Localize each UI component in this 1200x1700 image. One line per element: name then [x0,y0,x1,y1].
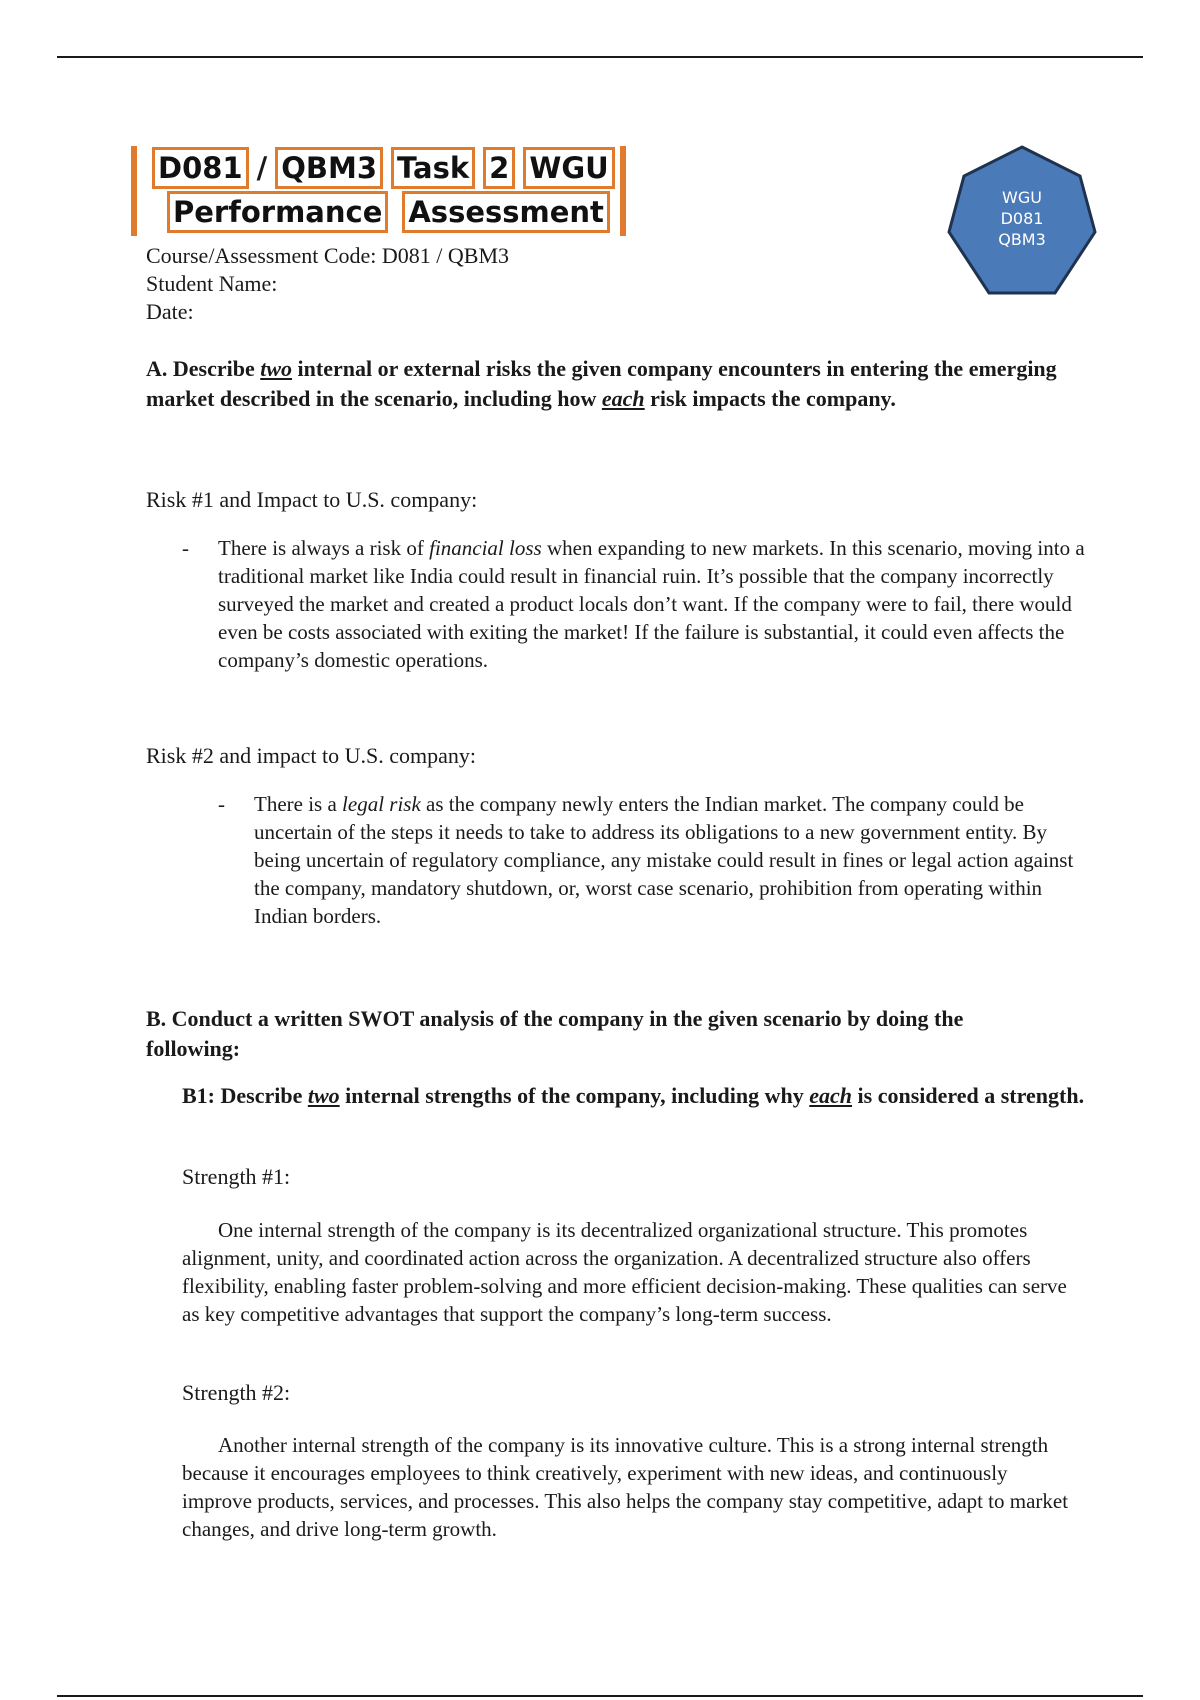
risk-1-label: Risk #1 and Impact to U.S. company: [146,487,478,512]
text: internal strengths of the company, including why [339,1083,810,1108]
title-word: D081 [152,147,249,189]
risk-2-label: Risk #2 and impact to U.S. company: [146,743,476,768]
title-word: WGU [523,147,614,189]
badge-line: D081 [1000,209,1044,228]
strength-1-text: One internal strength of the company is its decentralized organizational structure. This promotes alignment, unity, and coordinated action across the organization. A decentralized structure also offers flexibility, enabling faster problem-solving and more efficient decision-making. These qualities can serve as key competitive advantages that support the company’s long-term success. [182,1218,1067,1326]
emphasis: legal risk [342,792,421,816]
title-word: 2 [483,147,515,189]
strength-2-label: Strength #2: [182,1380,291,1405]
text: is considered a strength. [852,1083,1085,1108]
document-meta [146,242,509,326]
top-rule [57,56,1143,58]
bullet-dash: - [182,536,189,560]
text: A. Describe [146,356,261,381]
title-accent-bar-left [131,146,137,236]
title-line-2 [152,190,622,234]
strength-1-label: Strength #1: [182,1164,291,1189]
emphasis: each [809,1083,853,1108]
title-word: Performance [167,191,388,233]
emphasis: financial loss [429,536,542,560]
student-name: Student Name: [146,271,278,296]
section-b-heading: B. Conduct a written SWOT analysis of the company in the given scenario by doing the following: [146,1006,964,1061]
title-slash: / [256,151,268,185]
text: risk impacts the company. [644,386,896,411]
text: as the company newly enters the Indian market. The company could be uncertain of the steps it needs to take to address its obligations to a new government entity. By being uncertain of regulatory compliance, any mistake could result in fines or legal action against the company, mandatory shutdown, or, worst case scenario, prohibition from operating within Indian borders. [254,792,1074,928]
bottom-rule [57,1695,1143,1697]
heptagon-badge [947,145,1097,295]
badge-line: QBM3 [998,230,1046,249]
text: B1: Describe [182,1083,308,1108]
section-a-heading [146,354,1066,414]
badge-label [947,187,1097,250]
title-line-1 [152,146,622,190]
text: internal or external risks the given company encounters in entering the emerging market described in the scenario, including how [146,356,1057,411]
title-word: Assessment [402,191,610,233]
course-code: Course/Assessment Code: D081 / QBM3 [146,243,509,268]
risk-1-text [218,534,1098,674]
emphasis: two [260,356,293,381]
emphasis: each [601,386,645,411]
strength-2-text: Another internal strength of the company is its innovative culture. This is a strong internal strength because it encourages employees to think creatively, experiment with new ideas, and continuously improve products, services, and processes. This also helps the company stay competitive, adapt to market changes, and drive long-term growth. [182,1433,1069,1541]
risk-2-text [254,790,1074,930]
text: There is always a risk of [218,536,430,560]
page-title [152,146,622,234]
emphasis: two [307,1083,340,1108]
date-field: Date: [146,299,194,324]
badge-line: WGU [1002,188,1042,207]
text: when expanding to new markets. In this scenario, moving into a traditional market like India could result in financial ruin. It’s possible that the company incorrectly surveyed the market and created a product locals don’t want. If the company were to fail, there would even be costs associated with exiting the market! If the failure is substantial, it could even affects the company’s domestic operations. [218,536,1085,672]
section-b1-heading [182,1081,1092,1110]
title-word: QBM3 [275,147,383,189]
text: There is a [254,792,343,816]
bullet-dash: - [218,792,225,816]
title-word: Task [391,147,475,189]
